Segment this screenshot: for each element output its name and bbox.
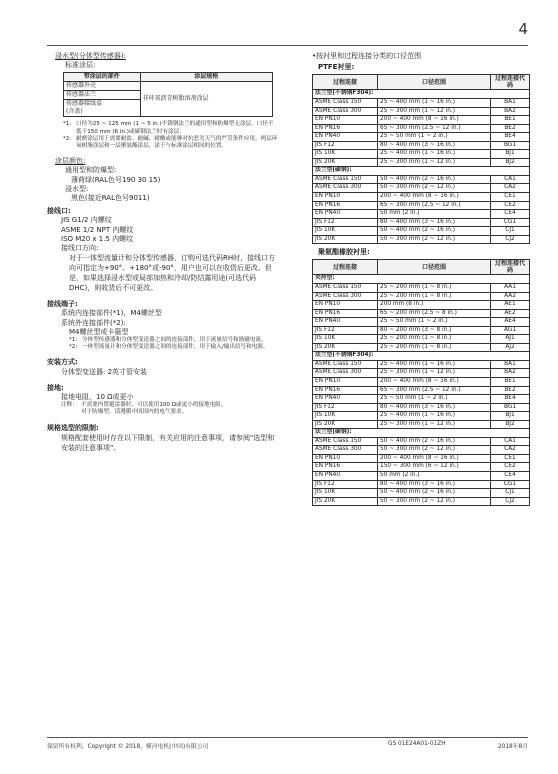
table-row bbox=[313, 218, 530, 227]
footer-copyright: 保留所有权利。Copyright © 2018，横河电机(中国)有限公司 bbox=[47, 744, 209, 750]
code-cell: BJ1 bbox=[491, 412, 530, 421]
size-range-cell: 200 ~ 400 mm (8 ~ 16 in.) bbox=[378, 192, 491, 201]
footer-doc-id: GS 01E24A01-01ZH bbox=[388, 741, 446, 747]
table-row bbox=[313, 386, 530, 395]
note-number: *1: bbox=[63, 121, 72, 128]
connection-cell: EN PN40 bbox=[313, 133, 378, 142]
connection-cell: JIS F12 bbox=[313, 480, 378, 489]
size-range-cell: 25 ~ 400 mm (1 ~ 16 in.) bbox=[378, 98, 491, 107]
header-rule bbox=[47, 45, 528, 46]
table-row bbox=[313, 227, 530, 236]
connection-cell: EN PN16 bbox=[313, 201, 378, 210]
connection-cell: JIS 10K bbox=[313, 335, 378, 344]
code-cell: BA2 bbox=[491, 369, 530, 378]
table-group-row bbox=[313, 275, 530, 284]
terminal-line: 系统外连接部件(*2): bbox=[61, 318, 126, 327]
table-row bbox=[313, 284, 530, 293]
code-cell: BE4 bbox=[491, 133, 530, 142]
connection-cell: JIS 10K bbox=[313, 150, 378, 159]
table-header-row bbox=[64, 73, 273, 82]
table-row bbox=[313, 292, 530, 301]
connection-cell: JIS F12 bbox=[313, 141, 378, 150]
connection-cell: ASME Class 300 bbox=[313, 369, 378, 378]
code-cell: AE4 bbox=[491, 318, 530, 327]
table-row bbox=[313, 192, 530, 201]
table-row bbox=[64, 82, 273, 91]
note-text: 对于防爆型，请遵循中国国内的电气要求。 bbox=[81, 409, 188, 416]
table-row bbox=[313, 420, 530, 429]
code-cell: CE1 bbox=[491, 454, 530, 463]
size-range-cell: 25 ~ 400 mm (1 ~ 16 in.) bbox=[378, 150, 491, 159]
size-range-cell: 50 mm (2 in.) bbox=[378, 210, 491, 219]
left-column bbox=[47, 52, 279, 453]
connection-cell: EN PN10 bbox=[313, 116, 378, 125]
code-cell: AJ2 bbox=[491, 343, 530, 352]
connection-cell: ASME Class 150 bbox=[313, 437, 378, 446]
table-row bbox=[313, 378, 530, 387]
table-group-label: 法兰型(碳钢): bbox=[313, 429, 530, 438]
table-group-label: 法兰型(不锈钢F304): bbox=[313, 352, 530, 361]
connection-cell: ASME Class 300 bbox=[313, 184, 378, 193]
terminal-title: 接线端子: bbox=[47, 300, 78, 309]
note-text: 口径为25 ~ 125 mm (1 ~ 5 in.)不锈钢法兰的通用型和防爆型无涂层。口径不低于150 mm (6 in.)或碳钢法兰时有涂层。 bbox=[76, 121, 274, 135]
size-range-cell: 200 ~ 400 mm (8 ~ 16 in.) bbox=[378, 378, 491, 387]
table-row bbox=[313, 463, 530, 472]
connection-cell: EN PN40 bbox=[313, 318, 378, 327]
table-row bbox=[313, 395, 530, 404]
code-cell: CJ1 bbox=[491, 489, 530, 498]
size-range-cell: 80 ~ 200 mm (3 ~ 8 in.) bbox=[378, 326, 491, 335]
size-range-cell: 150 ~ 300 mm (6 ~ 12 in.) bbox=[378, 463, 491, 472]
note-number: *2: bbox=[63, 135, 72, 142]
code-cell: CJ2 bbox=[491, 497, 530, 506]
port-paragraph: 对于一体型流量计和分体型传感器，订购可选代码RH时，接线口方向可指定为+90°、+180°或-90°，用户也可以在收货后更改。但是，如果选择浸水型或局部加热和冷却/防结露用途(可选代码DHC)，则收货后不可更改。 bbox=[69, 254, 276, 293]
table-cell: 传感器接线盒 (含盖) bbox=[64, 100, 141, 117]
table-header-row bbox=[313, 75, 530, 90]
size-range-cell: 25 ~ 200 mm (1 ~ 8 in.) bbox=[378, 335, 491, 344]
ptfe-title: PTFE衬里: bbox=[318, 63, 355, 72]
size-range-cell: 25 ~ 300 mm (1 ~ 12 in.) bbox=[378, 420, 491, 429]
table-row bbox=[313, 489, 530, 498]
table-cell: 传感器外壳 bbox=[64, 82, 141, 91]
size-range-cell: 25 ~ 400 mm (1 ~ 16 in.) bbox=[378, 412, 491, 421]
connection-cell: ASME Class 300 bbox=[313, 446, 378, 455]
table-header-cell: 过程连接代码 bbox=[491, 75, 530, 90]
connection-cell: JIS F12 bbox=[313, 218, 378, 227]
table-header-cell: 过程连接代码 bbox=[491, 260, 530, 275]
table-group-row bbox=[313, 90, 530, 99]
size-range-cell: 50 ~ 400 mm (2 ~ 16 in.) bbox=[378, 227, 491, 236]
code-cell: BE2 bbox=[491, 124, 530, 133]
size-range-cell: 25 ~ 50 mm (1 ~ 2 in.) bbox=[378, 318, 491, 327]
table-row bbox=[313, 446, 530, 455]
connection-cell: JIS 10K bbox=[313, 227, 378, 236]
table-row bbox=[313, 124, 530, 133]
table-group-label: 法兰型(碳钢): bbox=[313, 167, 530, 176]
size-range-cell: 25 ~ 300 mm (1 ~ 12 in.) bbox=[378, 158, 491, 167]
size-range-cell: 65 ~ 200 mm (2.5 ~ 8 in.) bbox=[378, 309, 491, 318]
port-line: 接线口方向: bbox=[61, 244, 99, 253]
size-range-cell: 25 ~ 200 mm (1 ~ 8 in.) bbox=[378, 292, 491, 301]
footer-date: 2018年8月 bbox=[497, 744, 528, 750]
size-range-cell: 80 ~ 400 mm (3 ~ 16 in.) bbox=[378, 141, 491, 150]
size-range-cell: 25 ~ 300 mm (1 ~ 12 in.) bbox=[378, 369, 491, 378]
size-range-cell: 80 ~ 400 mm (3 ~ 16 in.) bbox=[378, 403, 491, 412]
port-line: JIS G1/2 内螺纹 bbox=[61, 216, 112, 225]
connection-cell: EN PN10 bbox=[313, 301, 378, 310]
code-cell: CA2 bbox=[491, 446, 530, 455]
code-cell: BE1 bbox=[491, 378, 530, 387]
ground-title: 接地: bbox=[47, 383, 64, 392]
code-cell: BJ2 bbox=[491, 158, 530, 167]
code-cell: CA1 bbox=[491, 175, 530, 184]
code-cell: AG1 bbox=[491, 326, 530, 335]
code-cell: CJ1 bbox=[491, 227, 530, 236]
connection-cell: EN PN16 bbox=[313, 309, 378, 318]
code-cell: CA2 bbox=[491, 184, 530, 193]
code-cell: BE1 bbox=[491, 116, 530, 125]
size-range-cell: 200 mm (8 in.) bbox=[378, 301, 491, 310]
coating-spec-cell: 非环氧沥青树脂溶剂涂层 bbox=[140, 82, 272, 117]
code-cell: BE2 bbox=[491, 386, 530, 395]
table-row bbox=[313, 343, 530, 352]
code-cell: CE4 bbox=[491, 210, 530, 219]
section-heading: •按衬里和过程连接分类的口径范围 bbox=[312, 52, 422, 60]
note-item bbox=[69, 344, 279, 351]
table-row bbox=[313, 335, 530, 344]
connection-cell: ASME Class 150 bbox=[313, 360, 378, 369]
port-title: 接线口: bbox=[47, 207, 71, 216]
pu-title: 聚氨酯橡胶衬里: bbox=[318, 248, 370, 257]
table-header-cell: 过程连接 bbox=[313, 75, 378, 90]
size-range-cell: 50 ~ 300 mm (2 ~ 12 in.) bbox=[378, 446, 491, 455]
coating-title: 浸水型(分体型传感器): bbox=[55, 52, 126, 60]
connection-cell: EN PN40 bbox=[313, 472, 378, 481]
port-line: ASME 1/2 NPT 内螺纹 bbox=[61, 225, 134, 234]
connection-cell: EN PN10 bbox=[313, 378, 378, 387]
connection-cell: JIS F12 bbox=[313, 403, 378, 412]
coating-table bbox=[63, 72, 273, 117]
table-row bbox=[313, 184, 530, 193]
connection-cell: EN PN10 bbox=[313, 192, 378, 201]
table-row bbox=[313, 98, 530, 107]
size-range-cell: 200 ~ 400 mm (8 ~ 16 in.) bbox=[378, 454, 491, 463]
note-item bbox=[63, 136, 279, 150]
port-line: ISO M20 x 1.5 内螺纹 bbox=[61, 234, 134, 243]
color-line: 薄荷绿(RAL色号190 30 15) bbox=[71, 175, 161, 184]
note-label: 注释： bbox=[61, 402, 78, 409]
install-line: 分体型变送器: 2英寸管安装 bbox=[61, 367, 148, 376]
code-cell: CE4 bbox=[491, 472, 530, 481]
code-cell: BJ1 bbox=[491, 150, 530, 159]
connection-cell: EN PN40 bbox=[313, 395, 378, 404]
table-row bbox=[313, 369, 530, 378]
code-cell: CJ2 bbox=[491, 235, 530, 244]
table-row bbox=[313, 133, 530, 142]
code-cell: BG1 bbox=[491, 403, 530, 412]
color-line: 黑色(接近RAL色号9011) bbox=[71, 194, 150, 203]
size-range-cell: 50 ~ 300 mm (2 ~ 12 in.) bbox=[378, 184, 491, 193]
table-row bbox=[313, 318, 530, 327]
size-range-cell: 25 ~ 200 mm (1 ~ 8 in.) bbox=[378, 343, 491, 352]
limit-paragraph: 规格配套使用时存在以下限制，有关应用的注意事项，请参阅"选型和安装的注意事项"。 bbox=[61, 433, 275, 452]
code-cell: CE2 bbox=[491, 201, 530, 210]
code-cell: AE1 bbox=[491, 301, 530, 310]
code-cell: CA1 bbox=[491, 437, 530, 446]
terminal-line: 系统内连接部件(*1)，M4螺丝型 bbox=[61, 309, 162, 318]
table-row bbox=[313, 403, 530, 412]
connection-cell: JIS 20K bbox=[313, 497, 378, 506]
table-row bbox=[313, 210, 530, 219]
size-range-cell: 50 mm (2 in.) bbox=[378, 472, 491, 481]
connection-cell: JIS 20K bbox=[313, 235, 378, 244]
terminal-line: M4螺丝型或卡箍型 bbox=[69, 327, 129, 336]
connection-cell: JIS F12 bbox=[313, 326, 378, 335]
table-group-row bbox=[313, 429, 530, 438]
size-range-cell: 25 ~ 50 mm (1 ~ 2 in.) bbox=[378, 395, 491, 404]
note-number: *1: bbox=[69, 337, 78, 344]
size-range-cell: 200 ~ 400 mm (8 ~ 16 in.) bbox=[378, 116, 491, 125]
table-row bbox=[313, 141, 530, 150]
size-range-cell: 50 ~ 300 mm (2 ~ 12 in.) bbox=[378, 497, 491, 506]
size-range-cell: 25 ~ 300 mm (1 ~ 12 in.) bbox=[378, 107, 491, 116]
code-cell: BE4 bbox=[491, 395, 530, 404]
connection-cell: JIS 20K bbox=[313, 158, 378, 167]
table-row bbox=[313, 201, 530, 210]
color-line: 浸水型: bbox=[65, 184, 89, 193]
table-header-cell: 涂层规格 bbox=[140, 73, 272, 82]
connection-cell: ASME Class 150 bbox=[313, 98, 378, 107]
table-row bbox=[313, 326, 530, 335]
connection-cell: EN PN16 bbox=[313, 386, 378, 395]
code-cell: AJ1 bbox=[491, 335, 530, 344]
right-column bbox=[312, 52, 530, 506]
table-group-label: 法兰型(不锈钢F304): bbox=[313, 90, 530, 99]
size-range-cell: 25 ~ 200 mm (1 ~ 8 in.) bbox=[378, 284, 491, 293]
table-group-label: 夹持型: bbox=[313, 275, 530, 284]
pu-range-table bbox=[312, 259, 530, 506]
table-group-row bbox=[313, 167, 530, 176]
table-header-cell: 口径范围 bbox=[378, 260, 491, 275]
table-row bbox=[313, 454, 530, 463]
connection-cell: ASME Class 150 bbox=[313, 175, 378, 184]
note-text: 分体型传感器和分体型变送器之间的连接部件，用于流量信号和励磁电流。 bbox=[82, 337, 267, 344]
size-range-cell: 65 ~ 300 mm (2.5 ~ 12 in.) bbox=[378, 124, 491, 133]
color-title: 涂层颜色: bbox=[55, 157, 86, 166]
ptfe-range-table bbox=[312, 74, 530, 244]
connection-cell: JIS 10K bbox=[313, 412, 378, 421]
code-cell: AA1 bbox=[491, 284, 530, 293]
color-line: 通用型和防爆型: bbox=[65, 166, 117, 175]
code-cell: AE2 bbox=[491, 309, 530, 318]
size-range-cell: 50 ~ 400 mm (2 ~ 16 in.) bbox=[378, 489, 491, 498]
note-text: 耐磨涂层用于需要耐盐、耐碱、耐酸或能够对抗恶劣天气的严苛条件应用。两层环氧树脂涂层和一层聚氨酯涂层，涂于与标准涂层相同的位置。 bbox=[76, 135, 278, 150]
table-header-row bbox=[313, 260, 530, 275]
table-row bbox=[313, 116, 530, 125]
code-cell: CE1 bbox=[491, 192, 530, 201]
connection-cell: JIS 20K bbox=[313, 343, 378, 352]
table-row bbox=[313, 412, 530, 421]
connection-cell: JIS 20K bbox=[313, 420, 378, 429]
connection-cell: EN PN16 bbox=[313, 124, 378, 133]
note-text: 不需要内置避雷器时，可以使用100 Ω或更小的接地电阻。 bbox=[81, 402, 227, 409]
code-cell: CG1 bbox=[491, 218, 530, 227]
table-row bbox=[313, 360, 530, 369]
connection-cell: EN PN10 bbox=[313, 454, 378, 463]
table-row bbox=[313, 301, 530, 310]
table-row bbox=[313, 472, 530, 481]
connection-cell: ASME Class 300 bbox=[313, 107, 378, 116]
table-cell: 传感器法兰 bbox=[64, 91, 141, 100]
table-group-row bbox=[313, 352, 530, 361]
table-row bbox=[313, 175, 530, 184]
size-range-cell: 50 ~ 400 mm (2 ~ 16 in.) bbox=[378, 175, 491, 184]
connection-cell: ASME Class 150 bbox=[313, 284, 378, 293]
size-range-cell: 50 ~ 400 mm (2 ~ 16 in.) bbox=[378, 437, 491, 446]
note-item bbox=[61, 402, 279, 416]
page-number: 4 bbox=[518, 20, 528, 38]
connection-cell: EN PN16 bbox=[313, 463, 378, 472]
table-row bbox=[313, 158, 530, 167]
table-row bbox=[313, 437, 530, 446]
size-range-cell: 80 ~ 400 mm (3 ~ 16 in.) bbox=[378, 218, 491, 227]
coating-subtitle: 标准涂层: bbox=[65, 61, 96, 70]
table-row bbox=[313, 107, 530, 116]
size-range-cell: 25 ~ 400 mm (1 ~ 16 in.) bbox=[378, 360, 491, 369]
code-cell: BA2 bbox=[491, 107, 530, 116]
connection-cell: EN PN40 bbox=[313, 210, 378, 219]
ground-line: 接地电阻，10 Ω或更小 bbox=[61, 393, 134, 402]
code-cell: BA1 bbox=[491, 360, 530, 369]
code-cell: CG1 bbox=[491, 480, 530, 489]
code-cell: BG1 bbox=[491, 141, 530, 150]
table-header-cell: 口径范围 bbox=[378, 75, 491, 90]
table-row bbox=[313, 150, 530, 159]
table-row bbox=[313, 497, 530, 506]
connection-cell: ASME Class 300 bbox=[313, 292, 378, 301]
size-range-cell: 25 ~ 50 mm (1 ~ 2 in.) bbox=[378, 133, 491, 142]
code-cell: BA1 bbox=[491, 98, 530, 107]
size-range-cell: 65 ~ 300 mm (2.5 ~ 12 in.) bbox=[378, 386, 491, 395]
table-row bbox=[313, 309, 530, 318]
size-range-cell: 50 ~ 300 mm (2 ~ 12 in.) bbox=[378, 235, 491, 244]
note-number: *2: bbox=[69, 344, 78, 351]
code-cell: CE2 bbox=[491, 463, 530, 472]
code-cell: AA2 bbox=[491, 292, 530, 301]
table-row bbox=[313, 235, 530, 244]
size-range-cell: 65 ~ 300 mm (2.5 ~ 12 in.) bbox=[378, 201, 491, 210]
limit-title: 规格选型的限制: bbox=[47, 423, 99, 432]
note-item bbox=[63, 121, 279, 135]
install-title: 安装方式: bbox=[47, 358, 78, 367]
connection-cell: JIS 10K bbox=[313, 489, 378, 498]
size-range-cell: 80 ~ 400 mm (3 ~ 16 in.) bbox=[378, 480, 491, 489]
note-text: 一体型流量计和分体型变送器之间的连接部件，用于输入/输出信号和电源。 bbox=[82, 344, 269, 351]
code-cell: BJ2 bbox=[491, 420, 530, 429]
table-header-cell: 过程连接 bbox=[313, 260, 378, 275]
footer-rule bbox=[47, 737, 528, 738]
table-header-cell: 带涂层的部件 bbox=[64, 73, 141, 82]
table-row bbox=[313, 480, 530, 489]
